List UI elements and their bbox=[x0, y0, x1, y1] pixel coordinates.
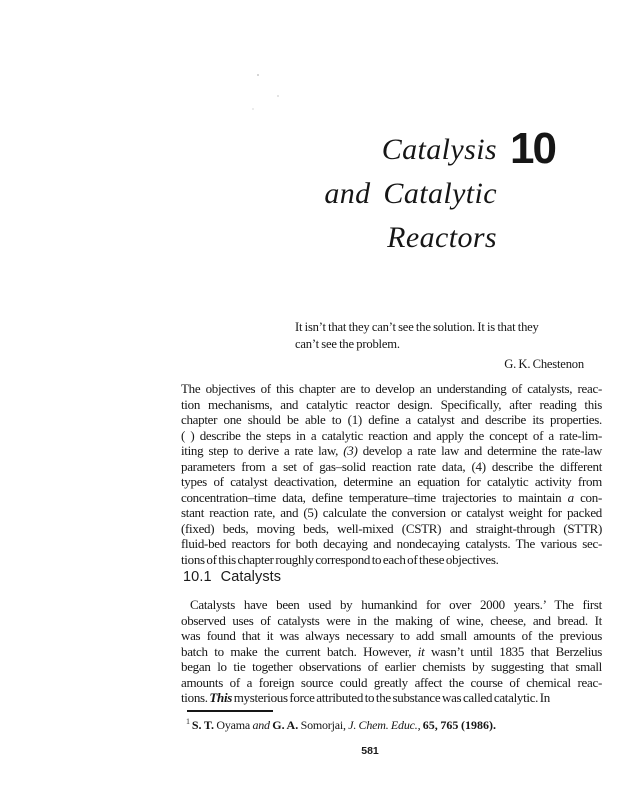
scan-speck bbox=[257, 74, 259, 76]
chapter-title-line: Catalysis bbox=[381, 133, 497, 166]
section-title: Catalysts bbox=[220, 569, 282, 585]
epigraph-line: It isn’t that they can’t see the solution. It is that they bbox=[295, 320, 539, 334]
intro-paragraph bbox=[181, 381, 602, 568]
text-line: chapter one should be able to (1) define a catalyst and describe its properties. bbox=[181, 412, 602, 428]
scan-speck bbox=[252, 108, 254, 110]
chapter-title-line: and Catalytic bbox=[324, 177, 497, 210]
section-paragraph bbox=[181, 597, 602, 706]
text-line: ( ) describe the steps in a catalytic reaction and apply the concept of a rate-lim- bbox=[181, 427, 602, 443]
epigraph bbox=[295, 319, 584, 373]
footnote-marker: 1 bbox=[186, 717, 190, 726]
text-line: The objectives of this chapter are to develop an understanding of catalysts, reac- bbox=[181, 381, 602, 396]
footnote-text: S. T. Oyama and G. A. Somorjai, J. Chem. Educ., 65, 765 (1986). bbox=[191, 718, 496, 732]
text-line: tion mechanisms, and catalytic reactor design. Specifically, after reading this bbox=[181, 396, 602, 412]
text-line: tions of this chapter roughly correspond to each of these objectives. bbox=[181, 552, 499, 568]
scan-speck bbox=[277, 95, 279, 97]
text-line: amounts of a foreign source could greatly affect the course of chemical reac- bbox=[181, 674, 602, 690]
page-number: 581 bbox=[361, 745, 379, 757]
text-line: concentration–time data, define temperature–time trajectories to maintain a con- bbox=[181, 489, 602, 505]
text-line: observed uses of catalysts were in the making of wine, cheese, and bread. It bbox=[181, 612, 602, 628]
chapter-title bbox=[324, 128, 497, 260]
chapter-title-line: Reactors bbox=[387, 221, 497, 254]
footnote-rule bbox=[187, 710, 273, 712]
text-line: iting step to derive a rate law, (3) develop a rate law and determine the rate-law bbox=[181, 443, 602, 459]
text-line: (fixed) beds, moving beds, well-mixed (CSTR) and straight-through (STTR) bbox=[181, 520, 602, 536]
footnote bbox=[186, 717, 526, 733]
text-line: batch to make the current batch. However, it wasn’t until 1835 that Berzelius bbox=[181, 643, 602, 659]
text-line: parameters from a set of gas–solid reaction rate data, (4) describe the different bbox=[181, 458, 602, 474]
text-line: fluid-bed reactors for both decaying and nondecaying catalysts. The various sec- bbox=[181, 536, 602, 552]
epigraph-attribution: G. K. Chestenon bbox=[504, 357, 584, 371]
text-line: began lo tie together observations of earlier chemists by suggesting that small bbox=[181, 659, 602, 675]
text-line: was found that it was always necessary to add small amounts of the previous bbox=[181, 628, 602, 644]
epigraph-line: can’t see the problem. bbox=[295, 337, 400, 351]
text-line: stant reaction rate, and (5) calculate the conversion or catalyst weight for packed bbox=[181, 505, 602, 521]
text-line: Catalysts have been used by humankind for over 2000 years.’ The first bbox=[190, 597, 602, 612]
text-line: types of catalyst deactivation, determine an equation for catalytic activity from bbox=[181, 474, 602, 490]
section-number: 10.1 bbox=[183, 569, 212, 585]
chapter-number: 10 bbox=[510, 124, 555, 173]
section-heading bbox=[183, 569, 281, 585]
text-line: tions. This mysterious force attributed to the substance was called catalytic. In bbox=[181, 690, 551, 706]
